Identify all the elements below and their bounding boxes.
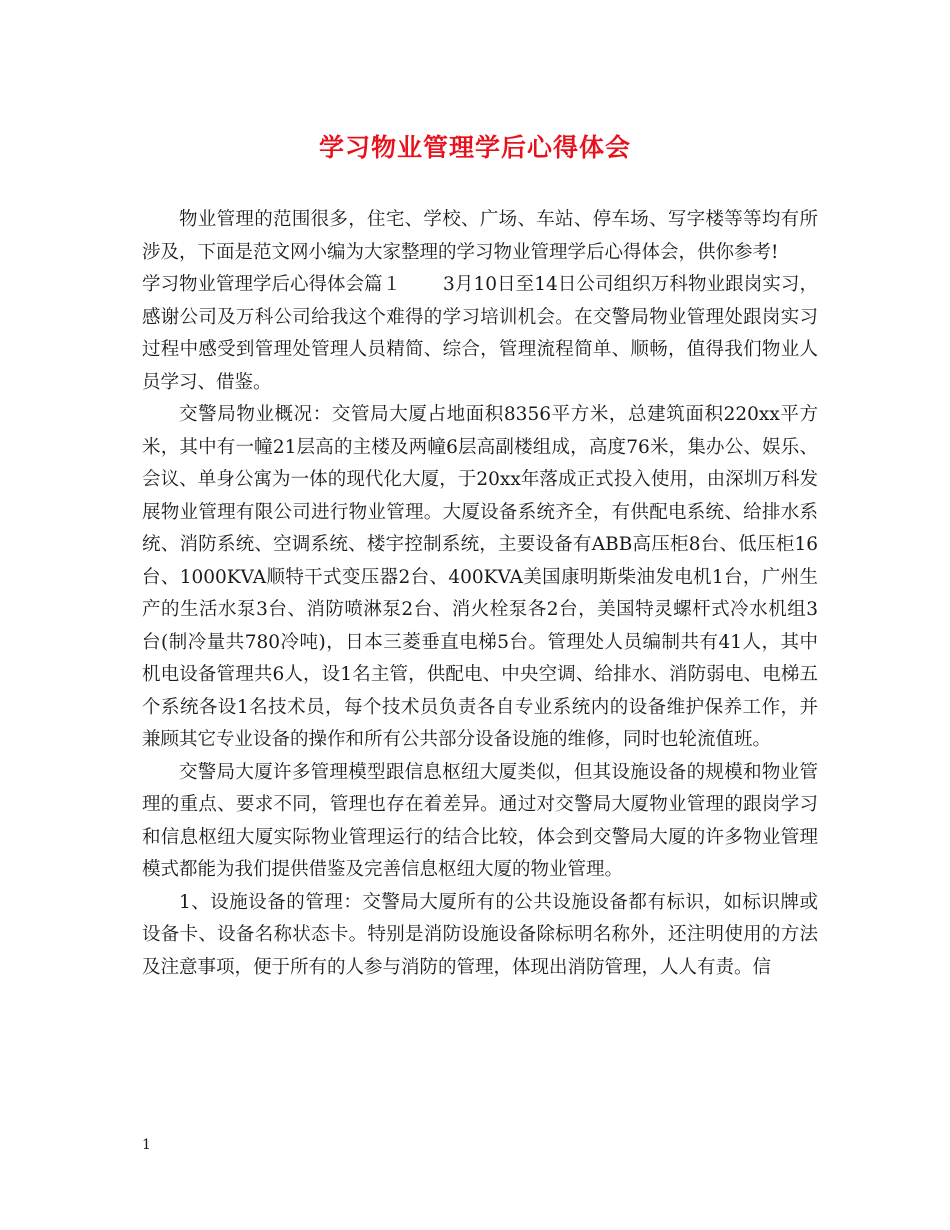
section-paragraph [142, 269, 818, 399]
section-heading: 学习物业管理学后心得体会篇１ [142, 274, 402, 295]
document-title: 学习物业管理学后心得体会 [318, 133, 631, 162]
intro-paragraph: 物业管理的范围很多，住宅、学校、广场、车站、停车场、写字楼等等均有所涉及，下面是范文网小编为大家整理的学习物业管理学后心得体会，供你参考! [142, 209, 818, 263]
document-body [142, 204, 818, 984]
comparison-paragraph: 交警局大厦许多管理模型跟信息枢纽大厦类似，但其设施设备的规模和物业管理的重点、要求不同，管理也存在着差异。通过对交警局大厦物业管理的跟岗学习和信息枢纽大厦实际物业管理运行的结合比较，体会到交警局大厦的许多物业管理模式都能为我们提供借鉴及完善信息枢纽大厦的物业管理。 [142, 761, 818, 880]
internship-paragraph: 3月10日至14日公司组织万科物业跟岗实习，感谢公司及万科公司给我这个难得的学习培训机会。在交警局物业管理处跟岗实习过程中感受到管理处管理人员精简、综合，管理流程简单、顺畅，值得我们物业人员学习、借鉴。 [142, 274, 818, 393]
facility-management-paragraph: 1、设施设备的管理：交警局大厦所有的公共设施设备都有标识，如标识牌或设备卡、设备名称状态卡。特别是消防设施设备除标明名称外，还注明使用的方法及注意事项，便于所有的人参与消防的管理，体现出消防管理，人人有责。信 [142, 891, 818, 978]
page-number: 1 [142, 1137, 151, 1153]
overview-paragraph: 交警局物业概况：交管局大厦占地面积8356平方米，总建筑面积220xx平方米，其中有一幢21层高的主楼及两幢6层高副楼组成，高度76米，集办公、娱乐、会议、单身公寓为一体的现代化大厦，于20xx年落成正式投入使用，由深圳万科发展物业管理有限公司进行物业管理。大厦设备系统齐全，有供配电系统、给排水系统、消防系统、空调系统、楼宇控制系统，主要设备有ABB高压柜8台、低压柜16台、1000KVA顺特干式变压器2台、400KVA美国康明斯柴油发电机1台，广州生产的生活水泵3台、消防喷淋泵2台、消火栓泵各2台，美国特灵螺杆式冷水机组3台(制冷量共780冷吨)，日本三菱垂直电梯5台。管理处人员编制共有41人，其中机电设备管理共6人，设1名主管，供配电、中央空调、给排水、消防弱电、电梯五个系统各设1名技术员，每个技术员负责各自专业系统内的设备维护保养工作，并兼顾其它专业设备的操作和所有公共部分设备设施的维修，同时也轮流值班。 [142, 404, 818, 750]
